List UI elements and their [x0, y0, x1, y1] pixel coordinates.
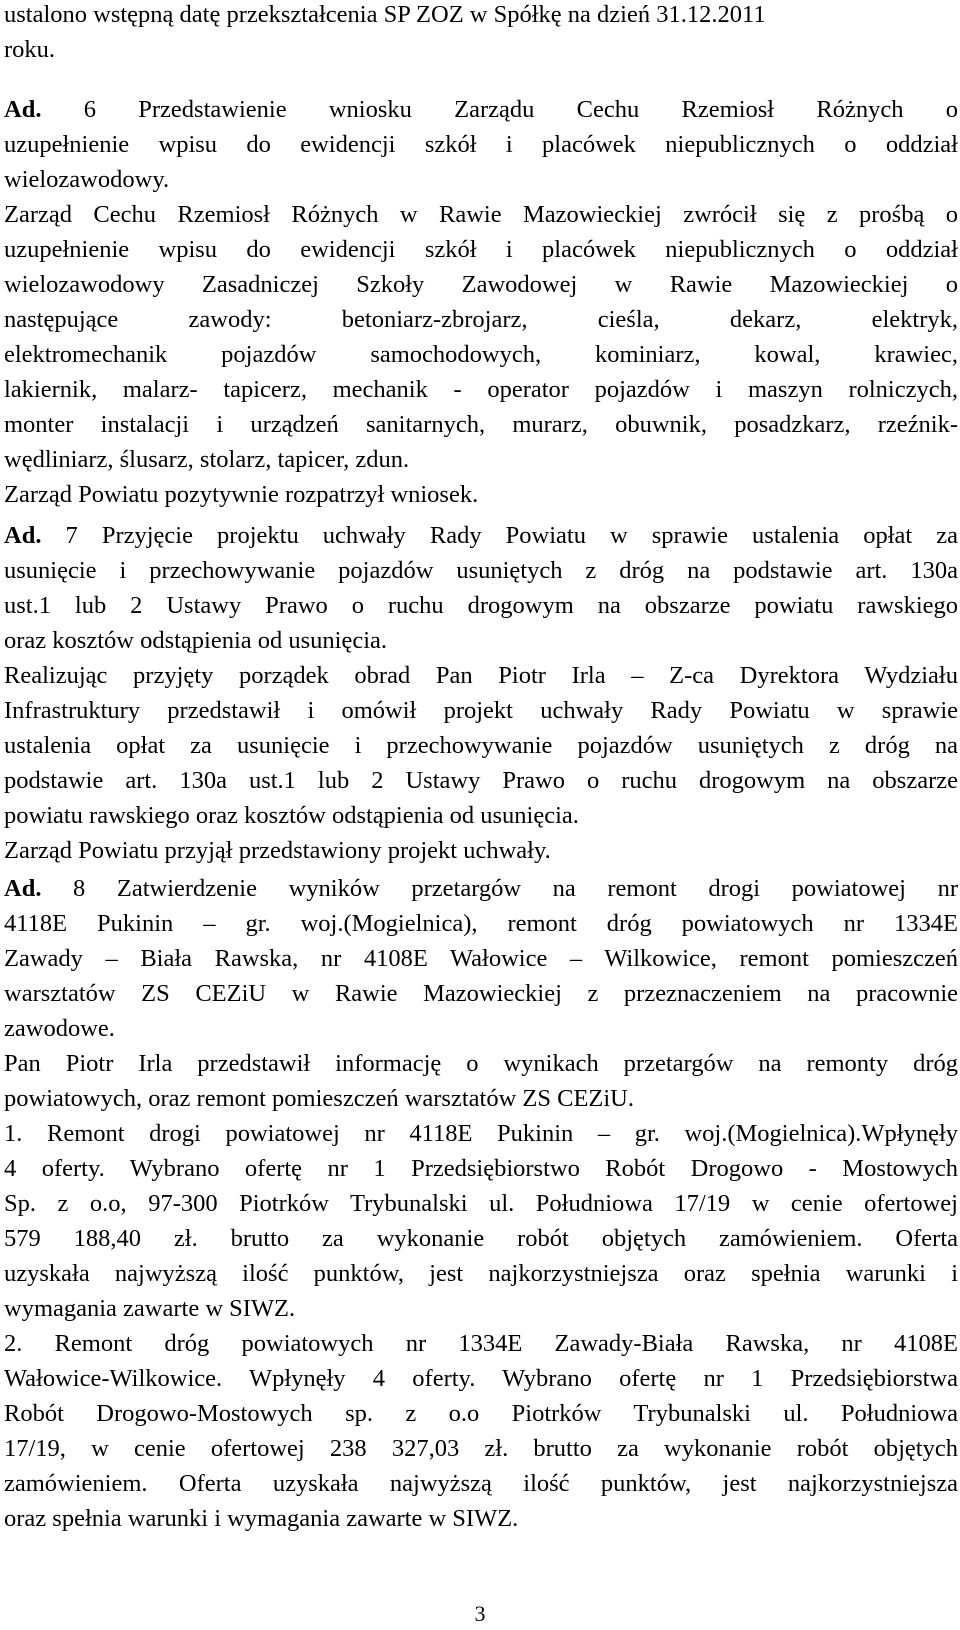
- agenda-label: Ad.: [4, 875, 42, 902]
- text-line: [4, 302, 958, 337]
- line-text: wędliniarz, ślusarz, stolarz, tapicer, zdun.: [4, 446, 410, 473]
- text-line: [4, 833, 958, 868]
- line-text: oraz spełnia warunki i wymagania zawarte w SIWZ.: [4, 1505, 519, 1532]
- line-text: zamówieniem. Oferta uzyskała najwyższą ilość punktów, jest najkorzystniejsza: [4, 1470, 958, 1497]
- line-text: 579 188,40 zł. brutto za wykonanie robót objętych zamówieniem. Oferta: [4, 1225, 958, 1252]
- text-line: [4, 372, 958, 407]
- line-text: Robót Drogowo-Mostowych sp. z o.o Piotrków Trybunalski ul. Południowa: [4, 1400, 958, 1427]
- text-line: [4, 553, 958, 588]
- text-line: [4, 871, 958, 906]
- text-line: [4, 232, 958, 267]
- agenda-label: Ad.: [4, 522, 42, 549]
- line-text: Zarząd Cechu Rzemiosł Różnych w Rawie Mazowieckiej zwrócił się z prośbą o: [4, 201, 958, 228]
- text-line: [4, 32, 958, 67]
- line-text: Realizując przyjęty porządek obrad Pan Piotr Irla – Z-ca Dyrektora Wydziału: [4, 662, 958, 689]
- line-text: usunięcie i przechowywanie pojazdów usuniętych z dróg na podstawie art. 130a: [4, 557, 958, 584]
- line-text: Zawady – Biała Rawska, nr 4108E Wałowice – Wilkowice, remont pomieszczeń: [4, 945, 958, 972]
- text-line: [4, 1466, 958, 1501]
- text-line: [4, 906, 958, 941]
- line-text: 2. Remont dróg powiatowych nr 1334E Zawady-Biała Rawska, nr 4108E: [4, 1330, 958, 1357]
- line-text: 17/19, w cenie ofertowej 238 327,03 zł. brutto za wykonanie robót objętych: [4, 1435, 958, 1462]
- line-text: Infrastruktury przedstawił i omówił projekt uchwały Rady Powiatu w sprawie: [4, 697, 958, 724]
- text-line: [4, 1011, 958, 1046]
- text-line: [4, 623, 958, 658]
- line-text: uzyskała najwyższą ilość punktów, jest najkorzystniejsza oraz spełnia warunki i: [4, 1260, 958, 1287]
- text-line: [4, 1116, 958, 1151]
- line-text: zawodowe.: [4, 1015, 115, 1042]
- line-text: ustalono wstępną datę przekształcenia SP ZOZ w Spółkę na dzień 31.12.2011: [4, 1, 766, 28]
- line-text: 4118E Pukinin – gr. woj.(Mogielnica), remont dróg powiatowych nr 1334E: [4, 910, 958, 937]
- text-line: [4, 976, 958, 1011]
- text-line: [4, 407, 958, 442]
- line-text: 6 Przedstawienie wniosku Zarządu Cechu Rzemiosł Różnych o: [41, 96, 958, 123]
- text-line: [4, 197, 958, 232]
- page-number: 3: [474, 1601, 486, 1626]
- intro-paragraph: [4, 0, 958, 67]
- line-text: wymagania zawarte w SIWZ.: [4, 1295, 296, 1322]
- text-line: [4, 588, 958, 623]
- line-text: uzupełnienie wpisu do ewidencji szkół i placówek niepublicznych o oddział: [4, 131, 958, 158]
- agenda-item-7: [4, 518, 958, 868]
- text-line: [4, 337, 958, 372]
- line-text: Sp. z o.o, 97-300 Piotrków Trybunalski ul. Południowa 17/19 w cenie ofertowej: [4, 1190, 958, 1217]
- line-text: warsztatów ZS CEZiU w Rawie Mazowieckiej z przeznaczeniem na pracownie: [4, 980, 958, 1007]
- text-line: [4, 1431, 958, 1466]
- line-text: wielozawodowy.: [4, 166, 170, 193]
- text-line: [4, 518, 958, 553]
- line-text: Zarząd Powiatu pozytywnie rozpatrzył wniosek.: [4, 481, 479, 508]
- text-line: [4, 162, 958, 197]
- line-text: roku.: [4, 36, 56, 63]
- text-line: [4, 1256, 958, 1291]
- line-text: 8 Zatwierdzenie wyników przetargów na remont drogi powiatowej nr: [41, 875, 958, 902]
- text-line: [4, 1081, 958, 1116]
- line-text: 7 Przyjęcie projektu uchwały Rady Powiatu w sprawie ustalenia opłat za: [41, 522, 958, 549]
- agenda-item-6: [4, 92, 958, 512]
- line-text: oraz kosztów odstąpienia od usunięcia.: [4, 627, 388, 654]
- text-line: [4, 693, 958, 728]
- text-line: [4, 941, 958, 976]
- line-text: powiatowych, oraz remont pomieszczeń warsztatów ZS CEZiU.: [4, 1085, 635, 1112]
- text-line: [4, 658, 958, 693]
- line-text: Pan Piotr Irla przedstawił informację o wynikach przetargów na remonty dróg: [4, 1050, 958, 1077]
- text-line: [4, 92, 958, 127]
- line-text: Wałowice-Wilkowice. Wpłynęły 4 oferty. Wybrano ofertę nr 1 Przedsiębiorstwa: [4, 1365, 958, 1392]
- text-line: [4, 1326, 958, 1361]
- line-text: powiatu rawskiego oraz kosztów odstąpienia od usunięcia.: [4, 802, 579, 829]
- line-text: 4 oferty. Wybrano ofertę nr 1 Przedsiębiorstwo Robót Drogowo - Mostowych: [4, 1155, 958, 1182]
- text-line: [4, 0, 958, 32]
- line-text: 1. Remont drogi powiatowej nr 4118E Pukinin – gr. woj.(Mogielnica).Wpłynęły: [4, 1120, 958, 1147]
- agenda-label: Ad.: [4, 96, 42, 123]
- text-line: [4, 763, 958, 798]
- text-line: [4, 1186, 958, 1221]
- text-line: [4, 442, 958, 477]
- text-line: [4, 1501, 958, 1536]
- text-line: [4, 1361, 958, 1396]
- line-text: Zarząd Powiatu przyjął przedstawiony projekt uchwały.: [4, 837, 551, 864]
- line-text: elektromechanik pojazdów samochodowych, kominiarz, kowal, krawiec,: [4, 341, 958, 368]
- line-text: wielozawodowy Zasadniczej Szkoły Zawodowej w Rawie Mazowieckiej o: [4, 271, 958, 298]
- text-line: [4, 1396, 958, 1431]
- line-text: monter instalacji i urządzeń sanitarnych, murarz, obuwnik, posadzkarz, rzeźnik-: [4, 411, 958, 438]
- text-line: [4, 267, 958, 302]
- text-line: [4, 1151, 958, 1186]
- line-text: ust.1 lub 2 Ustawy Prawo o ruchu drogowym na obszarze powiatu rawskiego: [4, 592, 958, 619]
- text-line: [4, 798, 958, 833]
- text-line: [4, 477, 958, 512]
- line-text: lakiernik, malarz- tapicerz, mechanik - operator pojazdów i maszyn rolniczych,: [4, 376, 958, 403]
- text-line: [4, 728, 958, 763]
- line-text: następujące zawody: betoniarz-zbrojarz, cieśla, dekarz, elektryk,: [4, 306, 958, 333]
- line-text: uzupełnienie wpisu do ewidencji szkół i placówek niepublicznych o oddział: [4, 236, 958, 263]
- line-text: podstawie art. 130a ust.1 lub 2 Ustawy Prawo o ruchu drogowym na obszarze: [4, 767, 958, 794]
- text-line: [4, 1046, 958, 1081]
- agenda-item-8: [4, 871, 958, 1536]
- text-line: [4, 1221, 958, 1256]
- line-text: ustalenia opłat za usunięcie i przechowywanie pojazdów usuniętych z dróg na: [4, 732, 958, 759]
- text-line: [4, 1291, 958, 1326]
- text-line: [4, 127, 958, 162]
